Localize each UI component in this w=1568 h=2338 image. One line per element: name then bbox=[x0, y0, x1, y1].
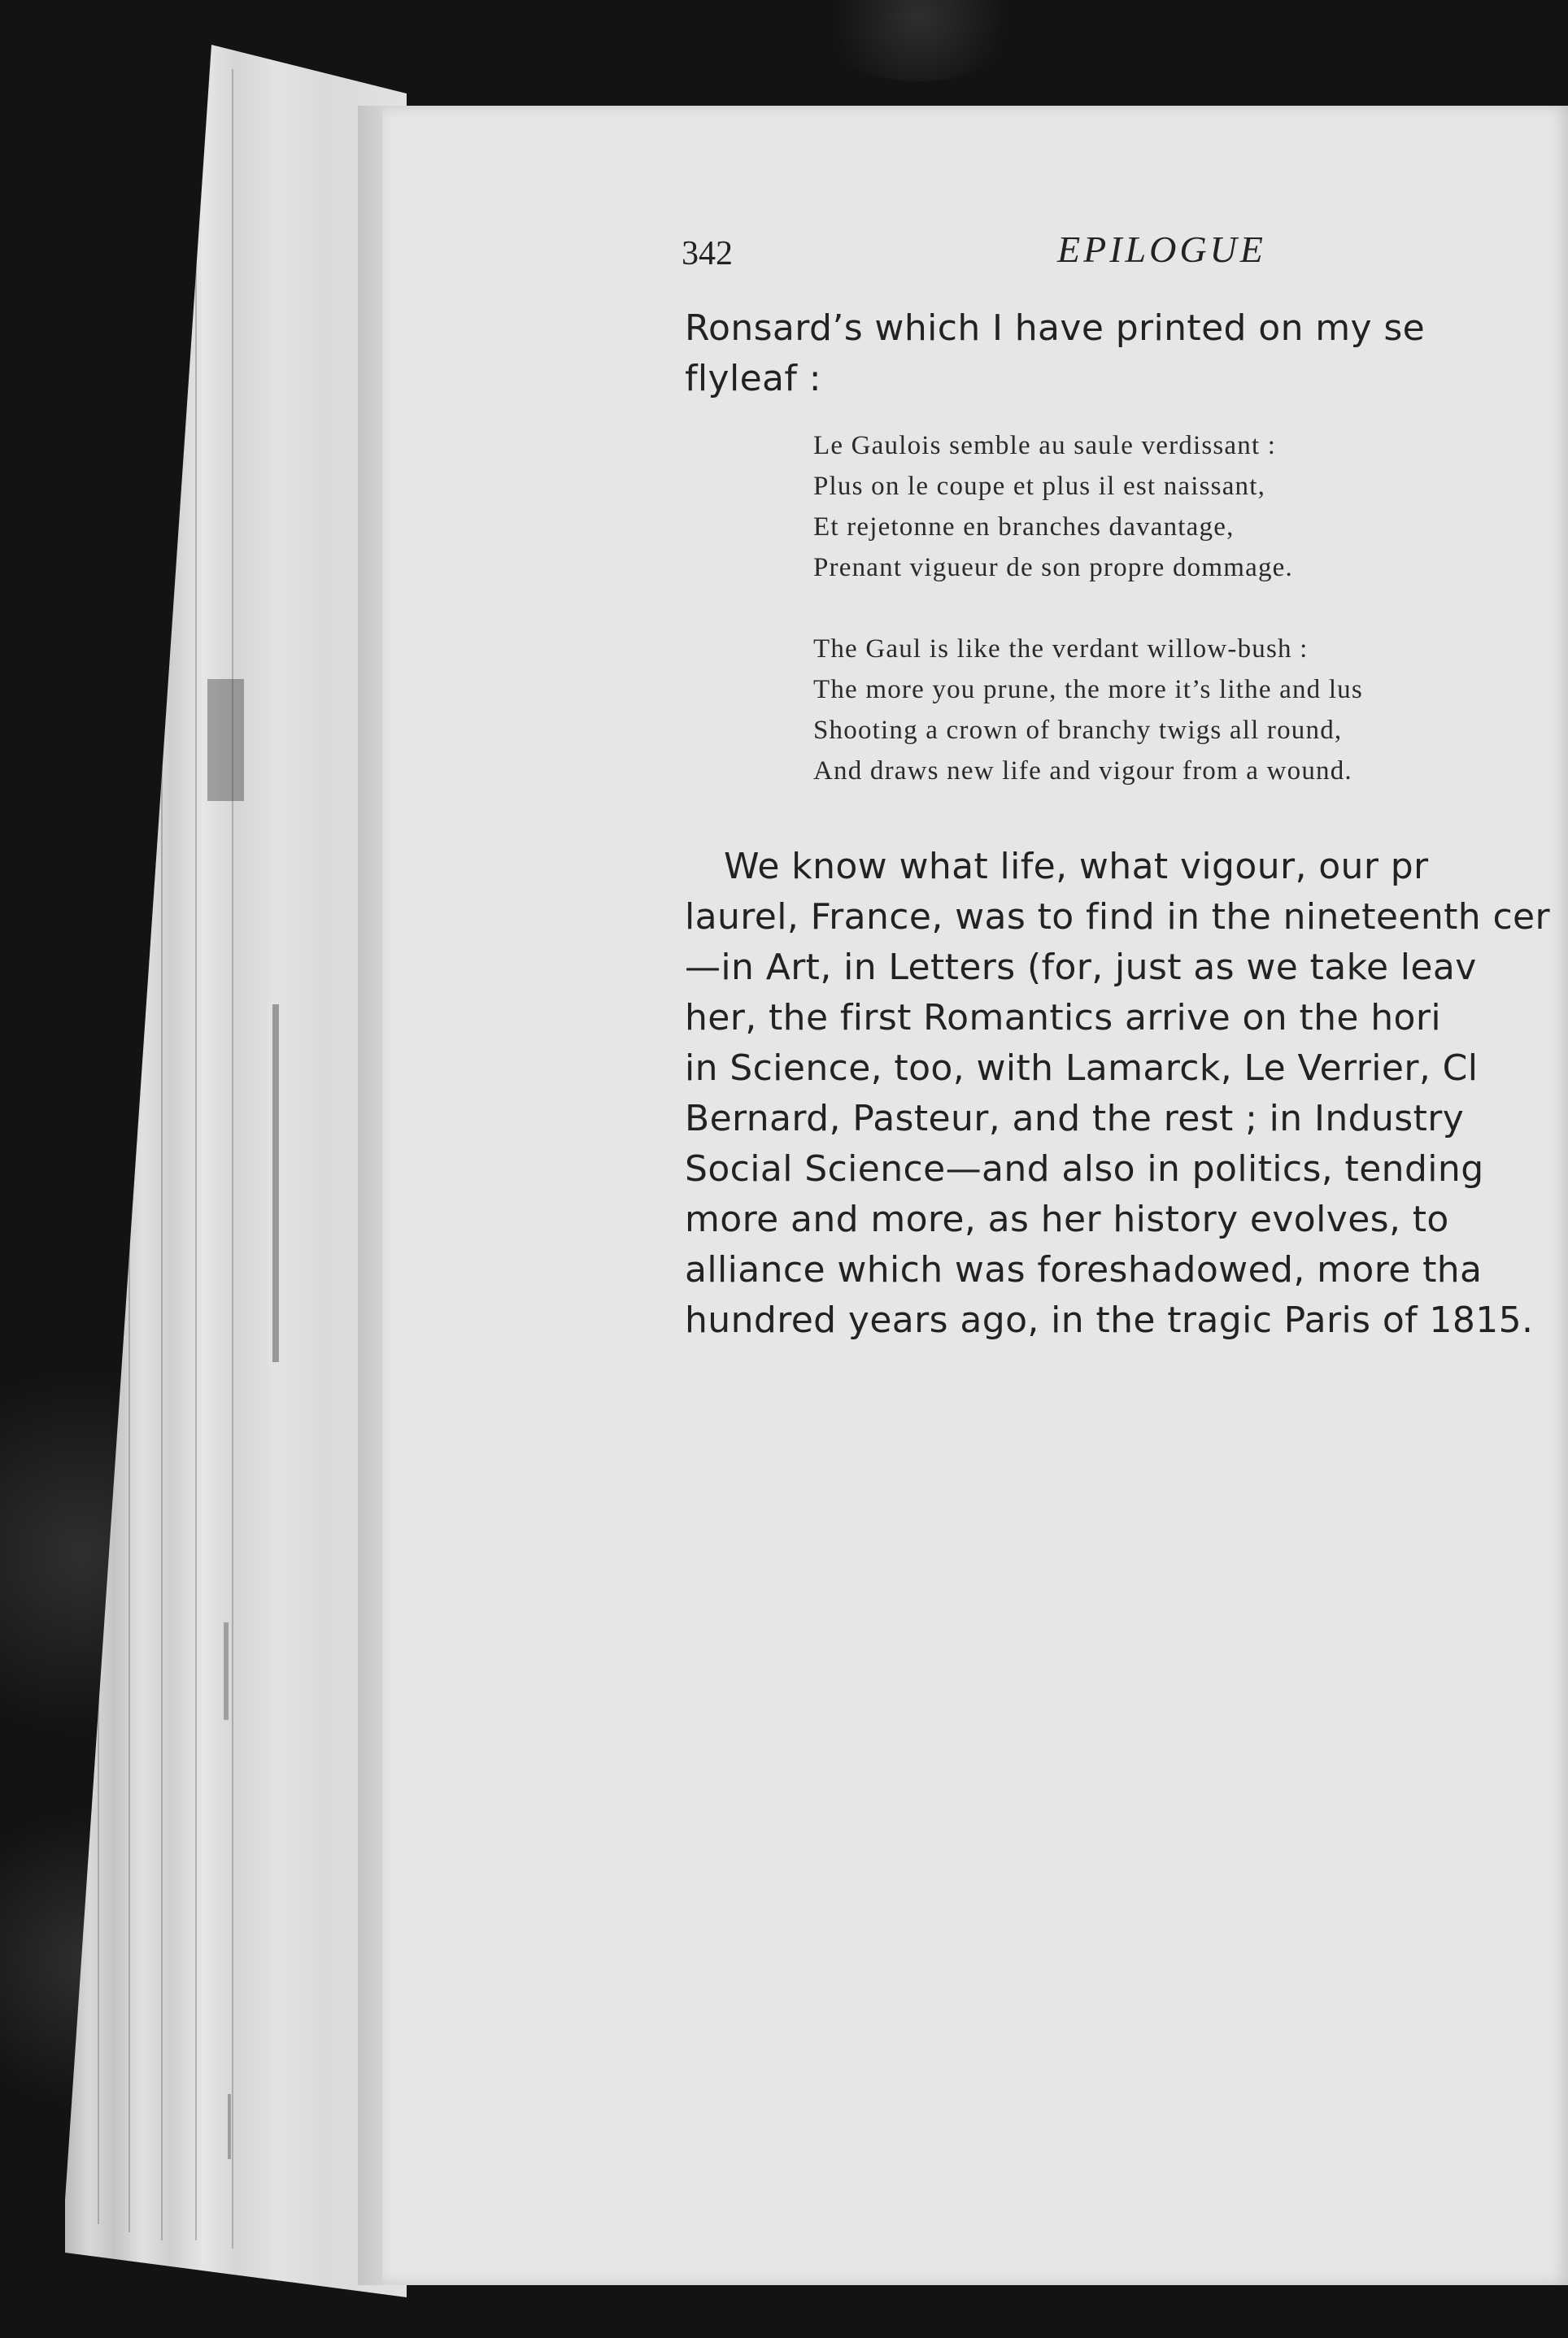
prose-line: Social Science—and also in politics, tending bbox=[685, 1148, 1484, 1190]
verse-line-english: The Gaul is like the verdant willow-bush : bbox=[813, 634, 1309, 664]
prose-line: We know what life, what vigour, our pr bbox=[724, 846, 1429, 887]
running-head: EPILOGUE bbox=[1057, 229, 1266, 270]
page-block-edges bbox=[65, 45, 407, 2297]
prose-line: in Science, too, with Lamarck, Le Verrier, Cl bbox=[685, 1047, 1479, 1089]
verse-line-english: The more you prune, the more it’s lithe and lus bbox=[813, 675, 1363, 704]
verse-line-english: And draws new life and vigour from a wound. bbox=[813, 756, 1352, 786]
prose-line: laurel, France, was to find in the nineteenth cer bbox=[685, 896, 1550, 938]
edge-line bbox=[128, 118, 130, 2232]
edge-mark bbox=[228, 2094, 231, 2159]
verse-line-french: Prenant vigueur de son propre dommage. bbox=[813, 553, 1293, 582]
edge-line bbox=[195, 77, 197, 2240]
page-number: 342 bbox=[682, 235, 733, 272]
verse-line-french: Et rejetonne en branches davantage, bbox=[813, 512, 1235, 542]
verse-line-french: Le Gaulois semble au saule verdissant : bbox=[813, 431, 1277, 460]
prose-line: Ronsard’s which I have printed on my se bbox=[685, 307, 1426, 349]
edge-mark bbox=[224, 1622, 229, 1720]
edge-line bbox=[232, 69, 233, 2249]
background-texture bbox=[813, 0, 1025, 81]
prose-line: hundred years ago, in the tragic Paris of 1815. bbox=[685, 1300, 1534, 1341]
edge-mark bbox=[272, 1004, 279, 1362]
edge-line bbox=[161, 102, 163, 2240]
edge-line bbox=[98, 142, 99, 2224]
prose-line: Bernard, Pasteur, and the rest ; in Industry bbox=[685, 1098, 1465, 1139]
verse-line-french: Plus on le coupe et plus il est naissant, bbox=[813, 472, 1266, 501]
prose-line: more and more, as her history evolves, to bbox=[685, 1199, 1449, 1240]
prose-line: alliance which was foreshadowed, more tha bbox=[685, 1249, 1483, 1291]
prose-line: flyleaf : bbox=[685, 358, 821, 399]
verse-line-english: Shooting a crown of branchy twigs all round, bbox=[813, 716, 1343, 745]
edge-mark bbox=[207, 679, 244, 801]
prose-line: —in Art, in Letters (for, just as we take leav bbox=[685, 947, 1477, 988]
prose-line: her, the first Romantics arrive on the hori bbox=[685, 997, 1441, 1038]
